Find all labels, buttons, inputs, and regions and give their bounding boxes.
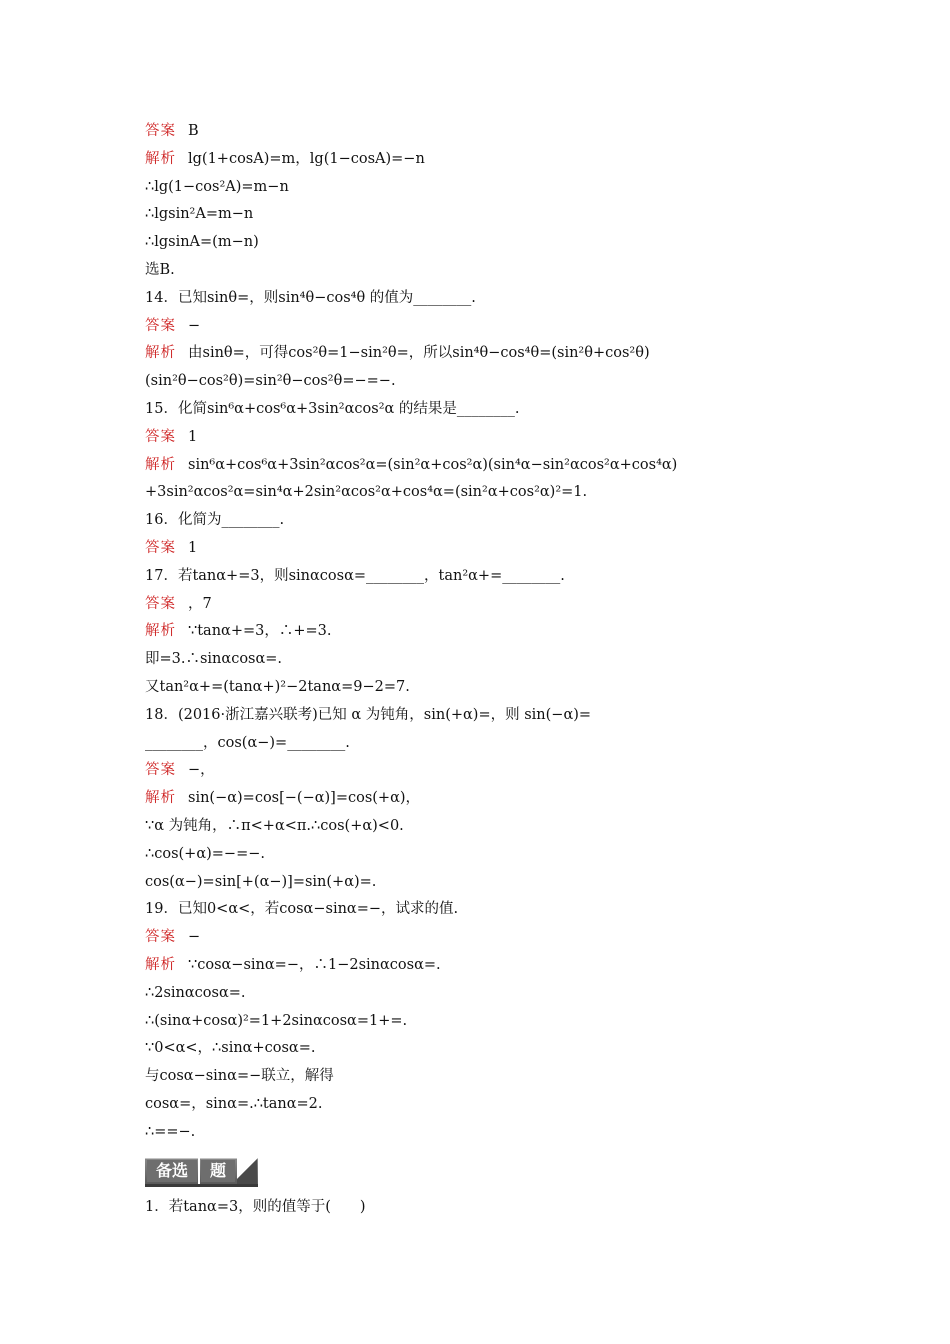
line-text: 由sinθ=，可得cos²θ=1−sin²θ=，所以sin⁴θ−cos⁴θ=(sin²θ+cos²θ) [188,345,650,362]
text-line [145,313,815,341]
text-line [145,396,815,424]
line-text: ∴lg(1−cos²A)=m−n [145,178,289,195]
text-line [145,368,815,396]
line-text: lg(1+cosA)=m，lg(1−cosA)=−n [188,150,425,167]
line-text: (sin²θ−cos²θ)=sin²θ−cos²θ=−=−. [145,373,396,390]
text-line [145,757,815,785]
alt-question-1: 1．若tanα=3，则的值等于( ) [145,1199,366,1216]
text-line [145,479,815,507]
line-text: sin⁶α+cos⁶α+3sin²αcos²α=(sin²α+cos²α)(sin⁴α−sin²αcos²α+cos⁴α) [188,456,678,473]
text-line [145,1008,815,1036]
answer-label: 答案 [145,539,176,556]
answer-label: 答案 [145,595,176,612]
text-line [145,674,815,702]
line-text: ∵0<α<，∴sinα+cosα=. [145,1040,316,1057]
line-text: ∵cosα−sinα=−，∴1−2sinαcosα=. [188,956,441,973]
text-line [145,618,815,646]
text-line [145,785,815,813]
text-line [145,285,815,313]
text-line [145,174,815,202]
line-text: 选B. [145,261,175,278]
line-text: ∴==−. [145,1123,196,1140]
line-text: 又tan²α+=(tanα+)²−2tanα=9−2=7. [145,678,410,695]
text-line [145,896,815,924]
line-text: ，7 [188,595,212,612]
text-line [145,702,815,730]
line-text: ∴cos(+α)=−=−. [145,845,265,862]
answer-label: 答案 [145,428,176,445]
line-text: 19．已知0<α<，若cosα−sinα=−，试求的值. [145,901,459,918]
answer-label: 答案 [145,317,176,334]
line-text: ∴(sinα+cosα)²=1+2sinαcosα=1+=. [145,1012,408,1029]
line-text: 17．若tanα+=3，则sinαcosα=________，tan²α+=________. [145,567,565,584]
line-text: ________，cos(α−)=________. [145,734,350,751]
banner-part2: 题 [201,1160,235,1182]
text-line [145,591,815,619]
text-line [145,1063,815,1091]
text-line [145,452,815,480]
line-text: ∵tanα+=3，∴+=3. [188,623,332,640]
text-line [145,646,815,674]
text-line [145,730,815,758]
line-text: ∴lgsinA=(m−n) [145,234,259,251]
analysis-label: 解析 [145,790,176,807]
line-text: 即=3.∴sinαcosα=. [145,651,283,668]
line-text: − [188,929,201,946]
banner-divider [198,1158,200,1184]
line-text: B [188,123,199,139]
line-text: cos(α−)=sin[+(α−)]=sin(+α)=. [145,873,377,890]
line-text: − [188,317,201,334]
analysis-label: 解析 [145,345,176,362]
analysis-label: 解析 [145,150,176,167]
analysis-label: 解析 [145,956,176,973]
line-text: sin(−α)=cos[−(−α)]=cos(+α)， [188,790,421,807]
text-line [145,563,815,591]
answer-label: 答案 [145,929,176,946]
line-text: 1 [188,539,198,556]
line-text: +3sin²αcos²α=sin⁴α+2sin²αcos²α+cos⁴α=(sin²α+cos²α)²=1. [145,484,588,501]
banner-part1: 备选 [147,1160,197,1182]
analysis-label: 解析 [145,456,176,473]
text-line [145,952,815,980]
line-text: 16．化简为________. [145,512,285,529]
text-line [145,1035,815,1063]
line-text: 15．化简sin⁶α+cos⁶α+3sin²αcos²α 的结果是________. [145,400,520,417]
text-line [145,980,815,1008]
answer-label: 答案 [145,123,176,139]
content-lines [145,118,815,1146]
text-line [145,146,815,174]
analysis-label: 解析 [145,623,176,640]
line-text: cosα=，sinα=.∴tanα=2. [145,1095,323,1112]
text-line [145,118,815,146]
text-line [145,257,815,285]
line-text: 14．已知sinθ=，则sin⁴θ−cos⁴θ 的值为________. [145,289,476,306]
text-line [145,1091,815,1119]
banner-tail [237,1158,257,1184]
line-text: ∴2sinαcosα=. [145,984,246,1001]
text-line [145,924,815,952]
text-line [145,869,815,897]
text-line [145,1119,815,1147]
text-line [145,535,815,563]
line-text: ∵α 为钝角，∴π<+α<π.∴cos(+α)<0. [145,817,404,834]
text-line [145,201,815,229]
line-text: ∴lgsin²A=m−n [145,206,254,223]
line-text: 与cosα−sinα=−联立，解得 [145,1068,334,1085]
line-text: 1 [188,428,198,445]
text-line [145,424,815,452]
text-line [145,841,815,869]
text-line [145,813,815,841]
answer-label: 答案 [145,762,176,779]
text-line [145,340,815,368]
document-body [145,118,815,1222]
line-text: −， [188,762,215,779]
text-line [145,507,815,535]
alternate-questions-banner [145,1158,815,1188]
text-line [145,229,815,257]
line-text: 18．(2016·浙江嘉兴联考)已知 α 为钝角，sin(+α)=，则 sin(−α)= [145,706,592,723]
